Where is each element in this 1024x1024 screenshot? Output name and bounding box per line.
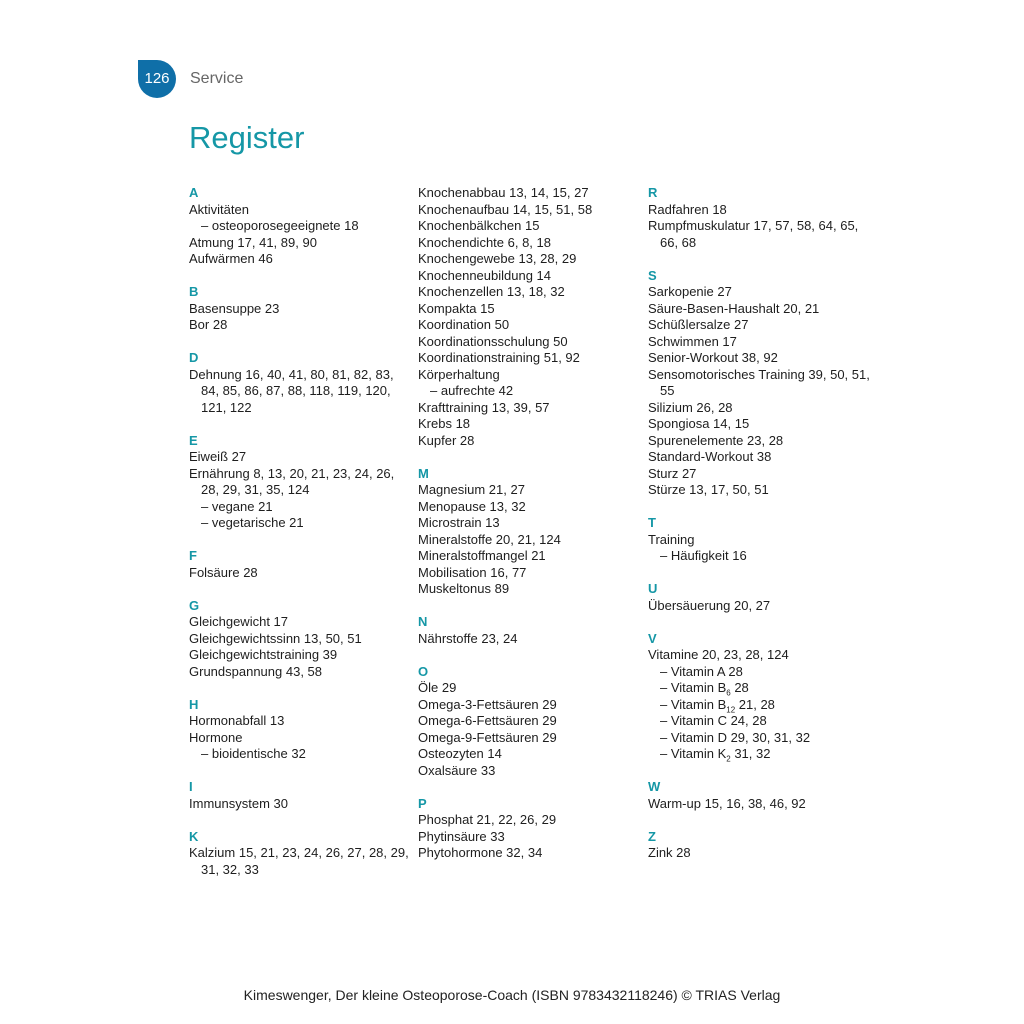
index-group	[418, 185, 640, 449]
index-entry: Microstrain 13	[418, 515, 500, 530]
index-letter-heading: U	[648, 581, 658, 596]
index-letter-heading: O	[418, 663, 429, 679]
index-group	[648, 185, 870, 251]
index-entry: Knochenabbau 13, 14, 15, 27	[418, 185, 589, 200]
index-subentry	[648, 697, 870, 714]
index-entry: Koordination 50	[418, 317, 510, 332]
index-entry: Öle 29	[418, 680, 457, 695]
index-letter-heading: V	[648, 630, 657, 646]
index-entry: Rumpfmuskulatur 17, 57, 58, 64, 65, 66, 68	[648, 218, 859, 250]
index-letter-heading: E	[189, 432, 198, 448]
index-group	[189, 829, 411, 879]
index-letter-heading: G	[189, 597, 200, 613]
page-number-badge: 126	[138, 60, 176, 98]
index-subentry: – Vitamin A 28	[660, 663, 743, 679]
index-entry: Ernährung 8, 13, 20, 21, 23, 24, 26, 28, 29, 31, 35, 124	[189, 465, 395, 497]
index-entry: Oxalsäure 33	[418, 762, 496, 778]
index-entry: Immunsystem 30	[189, 795, 288, 811]
index-group	[648, 581, 870, 614]
index-subentry	[648, 680, 870, 697]
index-letter-heading: P	[418, 795, 427, 811]
index-group	[189, 433, 411, 532]
index-letter-heading: D	[189, 350, 199, 365]
index-group	[648, 779, 870, 812]
index-letter-heading: H	[189, 696, 199, 712]
index-entry: Sensomotorisches Training 39, 50, 51, 55	[648, 366, 870, 398]
index-entry: Kalzium 15, 21, 23, 24, 26, 27, 28, 29, 31, 32, 33	[189, 845, 409, 877]
index-group	[189, 350, 411, 416]
index-entry: Körperhaltung	[418, 366, 500, 382]
index-entry: Koordinationstraining 51, 92	[418, 350, 580, 365]
index-entry: Sturz 27	[648, 465, 697, 481]
entry-text: – Vitamin B	[660, 696, 727, 712]
index-entry: Nährstoffe 23, 24	[418, 630, 518, 646]
index-entry: Osteozyten 14	[418, 746, 502, 761]
entry-subscript: 6	[726, 688, 731, 698]
index-group	[648, 829, 870, 862]
index-entry: Senior-Workout 38, 92	[648, 350, 778, 365]
index-entry: Dehnung 16, 40, 41, 80, 81, 82, 83, 84, 85, 86, 87, 88, 118, 119, 120, 121, 122	[189, 366, 394, 415]
index-column-1	[189, 185, 411, 895]
index-entry: Phytohormone 32, 34	[418, 845, 543, 860]
index-letter-heading: M	[418, 465, 429, 481]
index-group	[189, 598, 411, 681]
index-letter-heading: Z	[648, 828, 656, 844]
entry-pages: 28	[730, 680, 749, 695]
index-entry: Hormone	[189, 729, 243, 745]
footer-citation: Kimeswenger, Der kleine Osteoporose-Coach (ISBN 9783432118246) © TRIAS Verlag	[243, 987, 781, 1003]
index-entry: Knochendichte 6, 8, 18	[418, 234, 551, 250]
index-letter-heading: F	[189, 548, 197, 563]
index-entry: Eiweiß 27	[189, 449, 247, 464]
index-letter-heading: A	[189, 185, 199, 200]
index-subentry: – vegane 21	[201, 498, 273, 514]
entry-pages: 31, 32	[730, 746, 771, 761]
index-column-3	[648, 185, 870, 878]
index-entry: Spongiosa 14, 15	[648, 416, 750, 431]
index-entry: Schüßlersalze 27	[648, 317, 749, 332]
index-entry: Mineralstoffmangel 21	[418, 548, 546, 563]
index-entry: Gleichgewicht 17	[189, 614, 288, 629]
index-subentry: – Vitamin C 24, 28	[660, 713, 767, 728]
index-group	[648, 515, 870, 565]
index-entry: Magnesium 21, 27	[418, 482, 525, 497]
index-entry: Standard-Workout 38	[648, 449, 772, 464]
index-entry: Mineralstoffe 20, 21, 124	[418, 531, 561, 547]
index-entry: Hormonabfall 13	[189, 713, 285, 728]
index-subentry: – vegetarische 21	[201, 515, 304, 530]
index-entry: Radfahren 18	[648, 201, 727, 217]
index-letter-heading: B	[189, 284, 199, 299]
index-entry: Warm-up 15, 16, 38, 46, 92	[648, 795, 806, 811]
index-entry: Training	[648, 531, 695, 547]
index-entry: Schwimmen 17	[648, 333, 737, 349]
index-group	[648, 268, 870, 499]
index-entry: Omega-6-Fettsäuren 29	[418, 713, 557, 728]
index-group	[418, 796, 640, 862]
entry-text: – Vitamin K	[660, 746, 727, 761]
index-letter-heading: N	[418, 614, 428, 629]
index-entry: Phytinsäure 33	[418, 828, 505, 844]
index-group	[189, 779, 411, 812]
index-entry: Knochenneubildung 14	[418, 267, 552, 283]
index-group	[418, 614, 640, 647]
index-entry: Phosphat 21, 22, 26, 29	[418, 812, 557, 827]
index-letter-heading: I	[189, 779, 193, 794]
index-entry: Krafttraining 13, 39, 57	[418, 399, 550, 415]
entry-pages: 21, 28	[735, 696, 775, 712]
index-entry: Atmung 17, 41, 89, 90	[189, 234, 317, 250]
index-group	[189, 284, 411, 334]
index-entry: Knochenzellen 13, 18, 32	[418, 284, 565, 299]
index-letter-heading: W	[648, 779, 661, 794]
index-group	[418, 664, 640, 780]
index-entry: Aktivitäten	[189, 201, 249, 217]
section-label: Service	[190, 70, 244, 87]
index-entry: Übersäuerung 20, 27	[648, 597, 771, 613]
index-entry: Silizium 26, 28	[648, 399, 733, 415]
index-subentry: – Vitamin D 29, 30, 31, 32	[660, 729, 811, 745]
index-group	[189, 548, 411, 581]
index-entry: Folsäure 28	[189, 564, 258, 580]
index-entry: Menopause 13, 32	[418, 498, 526, 514]
index-entry: Säure-Basen-Haushalt 20, 21	[648, 300, 820, 316]
index-entry: Sarkopenie 27	[648, 284, 732, 299]
index-entry: Basensuppe 23	[189, 300, 280, 316]
index-entry: Krebs 18	[418, 416, 471, 431]
index-entry: Koordinationsschulung 50	[418, 333, 568, 349]
index-entry: Kupfer 28	[418, 432, 475, 448]
index-entry: Omega-3-Fettsäuren 29	[418, 696, 557, 712]
index-letter-heading: T	[648, 515, 656, 530]
index-group	[418, 466, 640, 598]
index-entry: Omega-9-Fettsäuren 29	[418, 729, 557, 745]
index-entry: Knochengewebe 13, 28, 29	[418, 251, 577, 266]
index-entry: Mobilisation 16, 77	[418, 564, 527, 580]
index-entry: Gleichgewichtstraining 39	[189, 647, 338, 662]
index-column-2	[418, 185, 640, 878]
index-subentry	[648, 746, 870, 763]
index-subentry: – Häufigkeit 16	[660, 548, 747, 563]
index-subentry: – osteoporosegeeignete 18	[201, 218, 359, 233]
index-entry: Stürze 13, 17, 50, 51	[648, 482, 769, 497]
index-group	[189, 185, 411, 268]
entry-subscript: 12	[726, 705, 736, 715]
index-subentry: – aufrechte 42	[430, 383, 514, 398]
index-entry: Bor 28	[189, 317, 228, 332]
index-entry: Kompakta 15	[418, 300, 495, 316]
index-entry: Aufwärmen 46	[189, 251, 273, 266]
index-entry: Knochenbälkchen 15	[418, 218, 540, 233]
index-letter-heading: K	[189, 828, 199, 844]
index-group	[189, 697, 411, 763]
index-entry: Gleichgewichtssinn 13, 50, 51	[189, 630, 362, 646]
index-letter-heading: S	[648, 267, 657, 283]
entry-subscript: 2	[726, 754, 731, 764]
index-entry: Knochenaufbau 14, 15, 51, 58	[418, 201, 593, 217]
index-group	[648, 631, 870, 763]
index-entry: Muskeltonus 89	[418, 581, 510, 596]
index-entry: Spurenelemente 23, 28	[648, 432, 784, 448]
index-letter-heading: R	[648, 185, 658, 200]
index-subentry: – bioidentische 32	[201, 746, 306, 761]
entry-text: – Vitamin B	[660, 680, 727, 695]
page-title: Register	[189, 120, 305, 155]
index-entry: Grundspannung 43, 58	[189, 663, 322, 679]
index-entry: Zink 28	[648, 845, 691, 860]
index-entry: Vitamine 20, 23, 28, 124	[648, 647, 789, 662]
